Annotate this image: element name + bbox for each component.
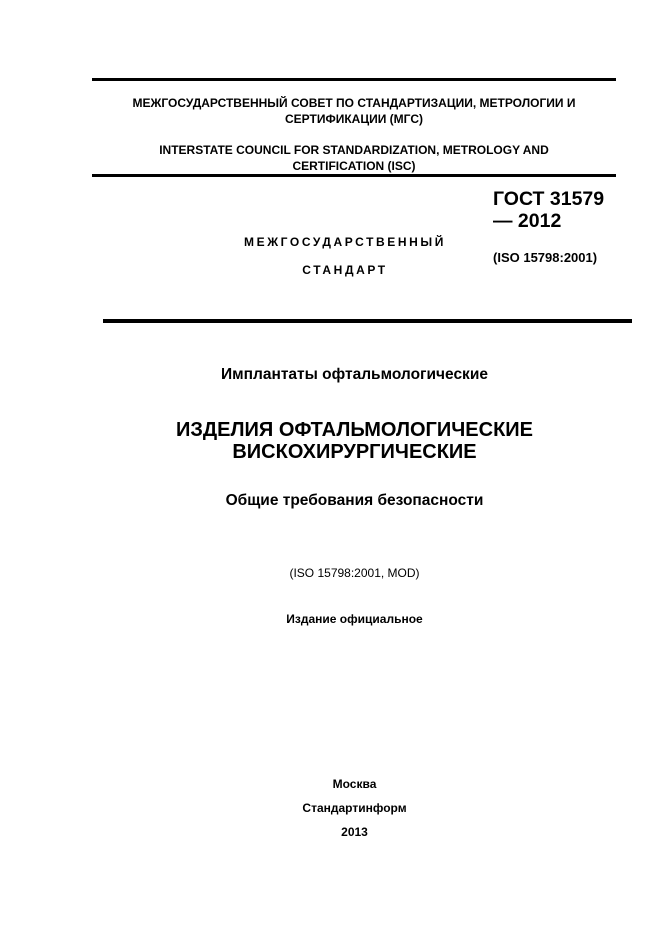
standard-kind-line-2: СТАНДАРТ [302, 263, 388, 277]
document-title-line-1: ИЗДЕЛИЯ ОФТАЛЬМОЛОГИЧЕСКИЕ [175, 419, 534, 441]
council-name-en [92, 142, 616, 174]
council-en-line-2: CERTIFICATION (ISC) [292, 159, 416, 173]
imprint [0, 772, 661, 844]
iso-reference: (ISO 15798:2001) [493, 250, 598, 265]
gost-number-line-2: — 2012 [493, 210, 562, 232]
gost-number [493, 188, 604, 232]
imprint-city: Москва [332, 777, 377, 791]
standard-kind-line-1: МЕЖГОСУДАРСТВЕННЫЙ [244, 235, 446, 249]
council-ru-line-1: МЕЖГОСУДАРСТВЕННЫЙ СОВЕТ ПО СТАНДАРТИЗАЦИИ, МЕТРОЛОГИИ И [132, 96, 576, 110]
gost-number-line-1: ГОСТ 31579 [493, 188, 605, 210]
imprint-year: 2013 [341, 825, 368, 839]
product-group-title: Имплантаты офтальмологические [221, 366, 488, 383]
council-en-line-1: INTERSTATE COUNCIL FOR STANDARDIZATION, METROLOGY AND [159, 143, 549, 157]
council-name-ru [92, 95, 616, 127]
document-title-line-2: ВИСКОХИРУРГИЧЕСКИЕ [232, 441, 477, 463]
document-title [0, 419, 661, 463]
top-rule [92, 78, 616, 81]
imprint-publisher: Стандартинформ [302, 801, 407, 815]
council-ru-line-2: СЕРТИФИКАЦИИ (МГС) [285, 112, 423, 126]
document-subtitle: Общие требования безопасности [225, 492, 484, 509]
standard-divider [103, 319, 632, 323]
standard-kind [200, 228, 490, 284]
header-divider [92, 174, 616, 177]
edition-label: Издание официальное [286, 612, 423, 626]
iso-modification-note: (ISO 15798:2001, MOD) [289, 566, 420, 580]
